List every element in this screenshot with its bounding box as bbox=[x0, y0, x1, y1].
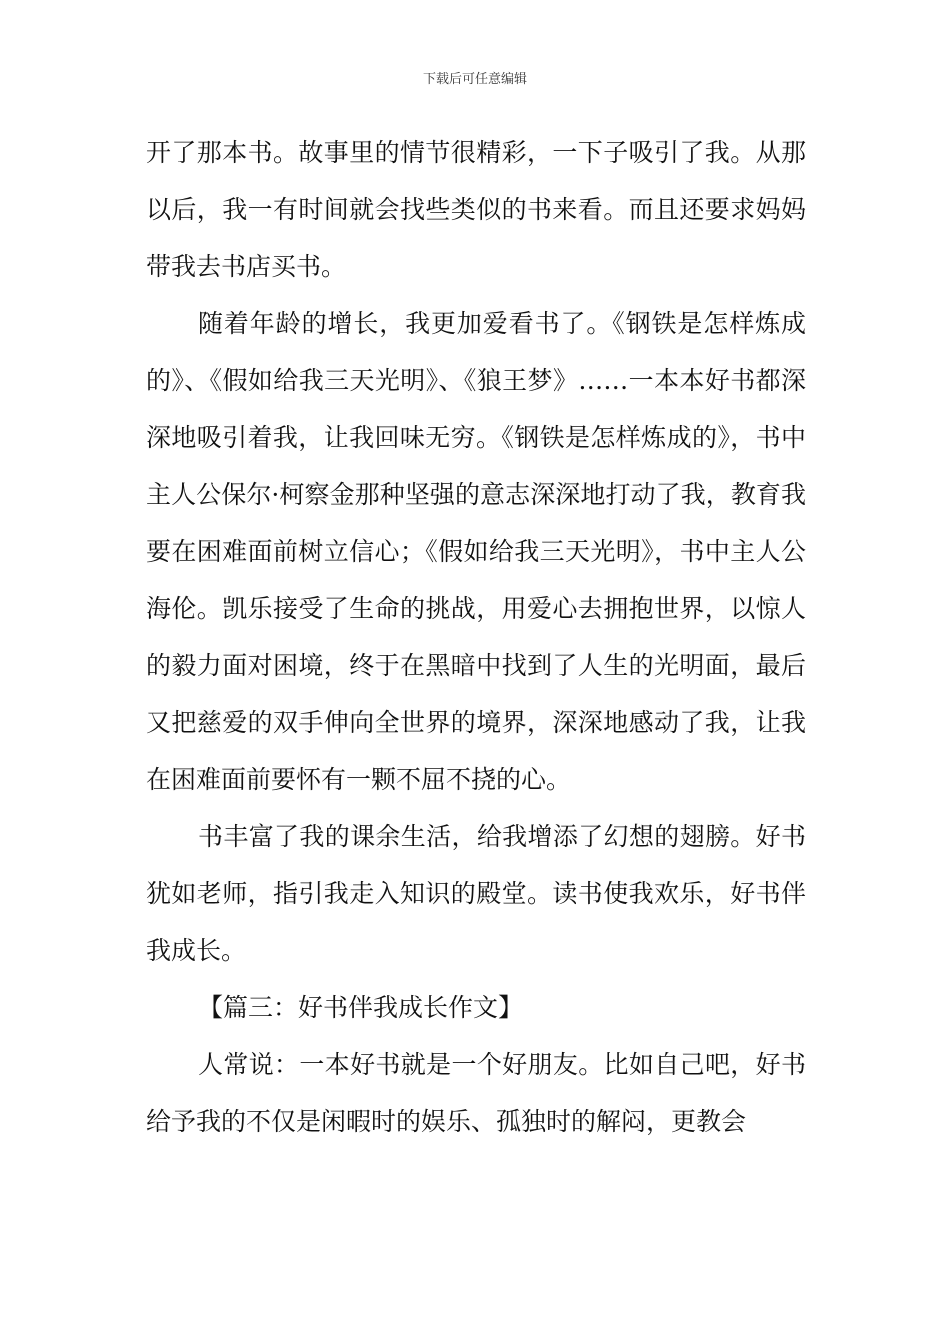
article-body bbox=[146, 124, 806, 1150]
paragraph-conclusion: 书丰富了我的课余生活，给我增添了幻想的翅膀。好书犹如老师，指引我走入知识的殿堂。读书使我欢乐，好书伴我成长。 bbox=[146, 822, 806, 965]
paragraph-continued: 开了那本书。故事里的情节很精彩，一下子吸引了我。从那以后，我一有时间就会找些类似的书来看。而且还要求妈妈带我去书店买书。 bbox=[146, 138, 806, 281]
section-heading: 【篇三：好书伴我成长作文】 bbox=[198, 993, 524, 1022]
page-header: 下载后可任意编辑 bbox=[422, 72, 527, 87]
paragraph-books-growth: 随着年龄的增长，我更加爱看书了。《钢铁是怎样炼成的》、《假如给我三天光明》、《狼王梦》……一本本好书都深深地吸引着我，让我回味无穷。《钢铁是怎样炼成的》，书中主人公保尔·柯察金那种坚强的意志深深地打动了我，教育我要在困难面前树立信心；《假如给我三天光明》，书中主人公海伦。凯乐接受了生命的挑战，用爱心去拥抱世界，以惊人的毅力面对困境，终于在黑暗中找到了人生的光明面，最后又把慈爱的双手伸向全世界的境界，深深地感动了我，让我在困难面前要怀有一颗不屈不挠的心。 bbox=[146, 309, 806, 794]
paragraph-section-three-intro: 人常说：一本好书就是一个好朋友。比如自己吧，好书给予我的不仅是闲暇时的娱乐、孤独时的解闷，更教会 bbox=[146, 1050, 806, 1136]
